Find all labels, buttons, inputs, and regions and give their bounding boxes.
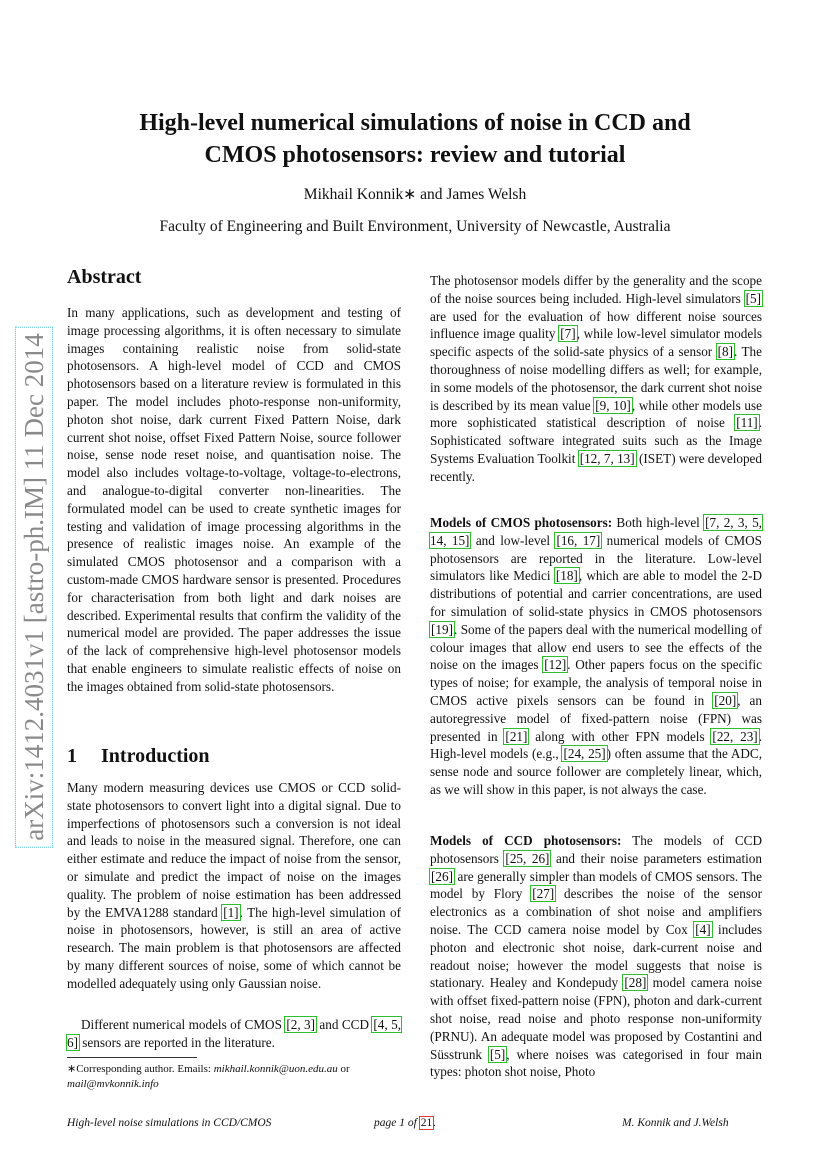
text-span: ) often assume that the ADC, sense node and source follower are completely linear, which, as we will show in this paper, is not always the case.	[430, 746, 762, 797]
text-span: . High-level models (e.g.,	[430, 728, 762, 762]
text-span: . Other papers focus on the specific types of noise; for example, the analysis of temporal noise in CMOS active pixels sensors can be found in	[430, 657, 763, 708]
right-paragraph-cmos-models	[430, 514, 762, 799]
citation-link[interactable]: [20]	[714, 692, 737, 708]
text-span: or	[337, 1063, 350, 1075]
citation-link[interactable]: [9, 10]	[595, 397, 631, 413]
section-title: Introduction	[101, 745, 210, 767]
citation-link[interactable]: [2, 3]	[286, 1017, 316, 1032]
citation-link[interactable]: [8]	[717, 344, 734, 360]
citation-link[interactable]: [1]	[223, 904, 239, 920]
citation-link[interactable]: [22, 23]	[712, 728, 758, 744]
footnote-rule	[67, 1057, 197, 1058]
arxiv-sidebar	[14, 314, 54, 860]
citation-link[interactable]: [25, 26]	[505, 850, 550, 866]
text-span: (ISET) were developed recently.	[430, 450, 763, 484]
citation-link[interactable]: [27]	[532, 886, 555, 902]
text-span: page 1 of	[374, 1117, 420, 1129]
text-span: Both high-level	[612, 515, 705, 530]
affiliation: Faculty of Engineering and Built Environment, University of Newcastle, Australia	[159, 218, 671, 235]
text-span: numerical models of CMOS photosensors are reported in the literature. Low-level simulators like Medici	[430, 532, 762, 584]
text-span: along with other FPN models	[528, 728, 712, 744]
citation-link[interactable]: [4]	[695, 921, 711, 937]
citation-link[interactable]: [24, 25]	[563, 746, 606, 762]
text-span: , an autoregressive model of fixed-pattern noise (FPN) was presented in	[430, 692, 762, 744]
text-span: ∗Corresponding author. Emails:	[67, 1063, 214, 1075]
right-paragraph-1	[430, 272, 762, 486]
citation-link[interactable]: [7]	[560, 326, 576, 342]
footer-running-title: High-level noise simulations in CCD/CMOS	[67, 1117, 272, 1129]
citation-link[interactable]: [12, 7, 13]	[579, 450, 635, 466]
citation-link[interactable]: [5]	[745, 290, 761, 306]
text-span: are used for the evaluation of how different noise sources influence image quality	[430, 308, 762, 342]
text-span: . Some of the papers deal with the numerical modelling of colour images that allow end users to see the effects of the noise on the images	[430, 621, 762, 673]
paragraph-heading: Models of CCD photosensors:	[430, 833, 622, 848]
footnote	[67, 1062, 407, 1092]
intro-paragraph-1	[67, 779, 401, 993]
text-span: , while other models use more sophisticated statistical description of noise	[430, 397, 762, 431]
text-span: and low-level	[470, 532, 556, 548]
footer-authors: M. Konnik and J.Welsh	[622, 1117, 729, 1129]
citation-link[interactable]: [18]	[555, 568, 578, 584]
text-span: , while low-level simulator models specific aspects of the solid-sate physics of a sensor	[430, 326, 762, 360]
citation-link[interactable]: [5]	[489, 1046, 506, 1062]
footer-page-number	[374, 1117, 436, 1129]
total-pages-link[interactable]: 21	[420, 1117, 433, 1129]
paragraph-heading: Models of CMOS photosensors:	[430, 515, 613, 530]
text-span: describes the noise of the sensor electronics as a combination of shot noise and amplifiers noise. The CCD camera noise model by Cox	[430, 886, 762, 937]
citation-link[interactable]: [21]	[505, 728, 528, 744]
text-span: The models of CCD photosensors	[430, 833, 762, 866]
citation-link[interactable]: [7, 2, 3, 5, 14, 15]	[430, 515, 762, 548]
citation-link[interactable]: [12]	[544, 657, 567, 673]
right-paragraph-ccd-models	[430, 832, 762, 1081]
citation-link[interactable]: [19]	[431, 621, 453, 637]
paper-title	[60, 107, 770, 171]
abstract-text: In many applications, such as development and testing of image processing algorithms, it is often necessary to simulate images containing realistic noise from solid-state photosensors. A high-level model of CCD and CMOS photosensors based on a literature review is formulated in this paper. The model includes photo-response non-uniformity, photon shot noise, dark current Fixed Pattern Noise, dark current shot noise, offset Fixed Pattern Noise, source follower noise, sense node reset noise, and quantisation noise. The model also includes voltage-to-voltage, voltage-to-electrons, and analogue-to-digital converter non-linearities. The formulated model can be used to create synthetic images for testing and validation of image processing algorithms in the presence of realistic images noise. An example of the simulated CMOS photosensor and a comparison with a custom-made CMOS hardware sensor is presented. Procedures for characterisation from both light and dark noises are described. Experimental results that confirm the validity of the numerical model are provided. The paper addresses the issue of the lack of comprehensive high-level photosensor models that enable engineers to simulate realistic effects of noise on the images obtained from solid-state photosensors.	[67, 305, 401, 694]
text-span: sensors are reported in the literature.	[79, 1034, 275, 1050]
citation-link[interactable]: [4, 5, 6]	[67, 1017, 401, 1050]
text-span: .	[433, 1117, 437, 1129]
text-span: includes photon and electronic shot noise, dark-current noise and readout noise; however the model suggests that noise is stationary. Healey and Kondepudy	[430, 921, 762, 991]
text-span: . The high-level simulation of noise in photosensors, however, is still an area of active research. The main problem is that photosensors are affected by many different sources of noise, some of which cannot be modelled adequately using only Gaussian noise.	[67, 904, 401, 991]
title-line-2: CMOS photosensors: review and tutorial	[204, 142, 626, 168]
authors: Mikhail Konnik∗ and James Welsh	[303, 186, 527, 203]
section-number: 1	[67, 745, 77, 767]
intro-paragraph-2	[67, 1016, 401, 1052]
text-span: are generally simpler than models of CMOS sensors. The model by Flory	[430, 868, 762, 902]
text-span: and their noise parameters estimation	[550, 850, 762, 866]
email-link[interactable]: mail@mvkonnik.info	[67, 1078, 159, 1090]
text-span: . Sophisticated software integrated suits such as the Image Systems Evaluation Toolkit	[430, 415, 762, 466]
citation-link[interactable]: [28]	[624, 975, 647, 991]
text-span: model camera noise with offset fixed-pattern noise (FPN), photon and dark-current shot noise, read noise and photo response non-uniformity (PRNU). An adequate model was proposed by Costantini and Süsstrunk	[430, 975, 762, 1062]
text-span: Many modern measuring devices use CMOS or CCD solid-state photosensors to convert light into a digital signal. Due to imperfections of photosensors such a conversion is not ideal and leads to noise in the measured signal. Therefore, one can either estimate and reduce the impact of noise from the sensor, or simulate and predict the impact of noise on the images quality. The problem of noise estimation has been addressed by the EMVA1288 standard	[67, 780, 401, 920]
citation-link[interactable]: [16, 17]	[556, 532, 601, 548]
text-span: Different numerical models of CMOS	[81, 1017, 286, 1032]
abstract-heading: Abstract	[67, 266, 142, 288]
arxiv-identifier-link[interactable]: arXiv:1412.4031v1 [astro-ph.IM] 11 Dec 2014	[15, 326, 53, 847]
text-span: and CCD	[316, 1017, 373, 1032]
text-span: , which are able to model the 2-D distributions of potential and carrier concentrations, are used for simulation of solid-state physics in CMOS photosensors	[430, 568, 762, 619]
text-span: The photosensor models differ by the generality and the scope of the noise sources being included. High-level simulators	[430, 273, 762, 306]
title-line-1: High-level numerical simulations of noise in CCD and	[139, 110, 691, 136]
email-link[interactable]: mikhail.konnik@uon.edu.au	[213, 1063, 338, 1075]
text-span: , where noises was categorised in four main types: photon shot noise, Photo	[430, 1046, 762, 1080]
text-span: . The thoroughness of noise modelling differs as well; for example, in some models of the photosensor, the dark current shot noise is described by its mean value	[430, 344, 762, 413]
introduction-heading	[67, 745, 210, 768]
citation-link[interactable]: [11]	[736, 415, 758, 431]
citation-link[interactable]: [26]	[431, 868, 453, 884]
